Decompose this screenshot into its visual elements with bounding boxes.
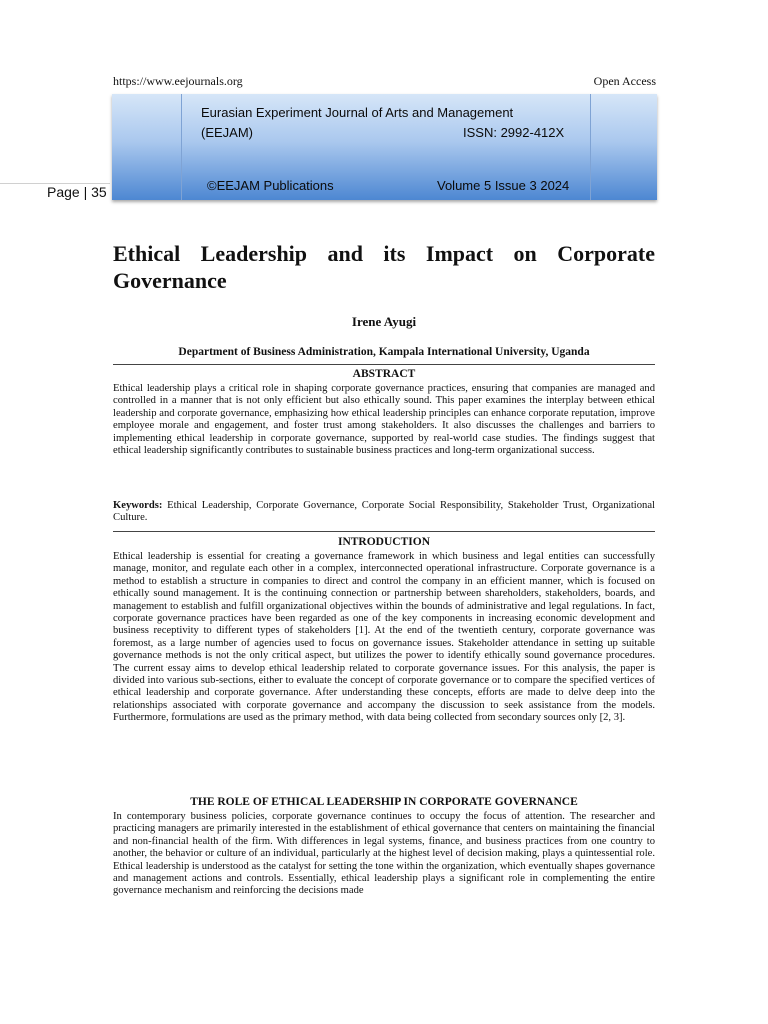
- role-section-body: In contemporary business policies, corporate governance continues to occupy the focus of attention. The researcher and practicing managers are primarily interested in the establishment of ethical governance that centers on maintaining the financial and non-financial health of the firm. With differences in legal systems, finance, and business practices from one country to another, the behavior or culture of an individual, particularly at the highest level of decision making, plays a quintessential role. Ethical leadership is understood as the catalyst for setting the tone within the organization, which eventually shapes governance and management actions and controls. Essentially, ethical leadership plays a significant role in complementing the entire governance mechanism and reinforcing the decisions made: [113, 811, 655, 897]
- keywords: [113, 500, 655, 525]
- title-line-1: Ethical Leadership and its Impact on Corporate: [113, 241, 655, 266]
- banner-divider-right: [590, 94, 591, 200]
- article-title: [113, 240, 655, 294]
- divider-rule: [113, 531, 655, 532]
- open-access-label: Open Access: [593, 74, 656, 88]
- publisher-label: ©EEJAM Publications: [207, 178, 334, 193]
- author-affiliation: Department of Business Administration, Kampala International University, Uganda: [178, 346, 590, 358]
- keywords-list: Ethical Leadership, Corporate Governance, Corporate Social Responsibility, Stakeholder Trust, Organizational Culture.: [113, 500, 655, 524]
- journal-banner: [112, 94, 657, 200]
- divider-rule: [113, 364, 655, 365]
- keywords-label: Keywords:: [113, 500, 163, 511]
- abstract-body: Ethical leadership plays a critical role in shaping corporate governance practices, ensuring that companies are managed and controlled in a manner that is not only efficient but also ethically sound. This paper examines the interplay between ethical leadership and corporate governance, emphasizing how ethical leadership principles can enhance corporate reputation, improve employee morale and engagement, and foster trust among stakeholders. It also discusses the challenges and barriers to implementing ethical leadership in corporate governance, supported by real-world case studies. The findings suggest that ethical leadership significantly contributes to sustainable business practices and long-term organizational success.: [113, 383, 655, 457]
- journal-issn: ISSN: 2992-412X: [463, 125, 565, 140]
- banner-divider-left: [181, 94, 182, 200]
- introduction-heading: INTRODUCTION: [337, 536, 430, 548]
- journal-name: Eurasian Experiment Journal of Arts and Management: [201, 105, 514, 120]
- volume-issue: Volume 5 Issue 3 2024: [437, 178, 570, 193]
- page-number: Page | 35: [47, 184, 107, 200]
- author-name: Irene Ayugi: [351, 314, 417, 329]
- title-line-2: Governance: [113, 268, 227, 293]
- abstract-heading: ABSTRACT: [352, 368, 416, 380]
- role-section-heading: THE ROLE OF ETHICAL LEADERSHIP IN CORPORATE GOVERNANCE: [190, 796, 578, 808]
- journal-abbreviation: (EEJAM): [201, 125, 253, 140]
- introduction-body: Ethical leadership is essential for creating a governance framework in which business and legal entities can successfully manage, monitor, and regulate each other in a complex, interconnected operational infrastructure. Corporate governance is a method to establish a structure in companies to direct and control the company in an efficient manner, which is focused on ethically sound management. It is the continuing connection or partnership between shareholders, stakeholders, boards, and management to establish and fulfill organizational objectives within the bounds of administrative and legal regulations. In fact, corporate governance practices have been regarded as one of the key components in increasing economic development and business receptivity to different types of stakeholders [1]. At the end of the twentieth century, corporate governance was foremost, as a large number of agencies used to focus on governance issues. Stakeholder attendance in setting up suitable governance methods is not the only critical aspect, but utilizes the power to identify ethically sound governance procedures. The current essay aims to develop ethical leadership related to corporate governance issues. For this analysis, the paper is divided into various sub-sections, either to evaluate the concept of corporate governance or to compare the specified vertices of ethical leadership and corporate governance. After understanding these concepts, efforts are made to delve deep into the relationships associated with corporate governance and accompany the discussion to seek assistance from the models. Furthermore, formulations are used as the primary method, with data being collected from secondary sources only [2, 3].: [113, 551, 655, 724]
- journal-url[interactable]: https://www.eejournals.org: [113, 74, 243, 88]
